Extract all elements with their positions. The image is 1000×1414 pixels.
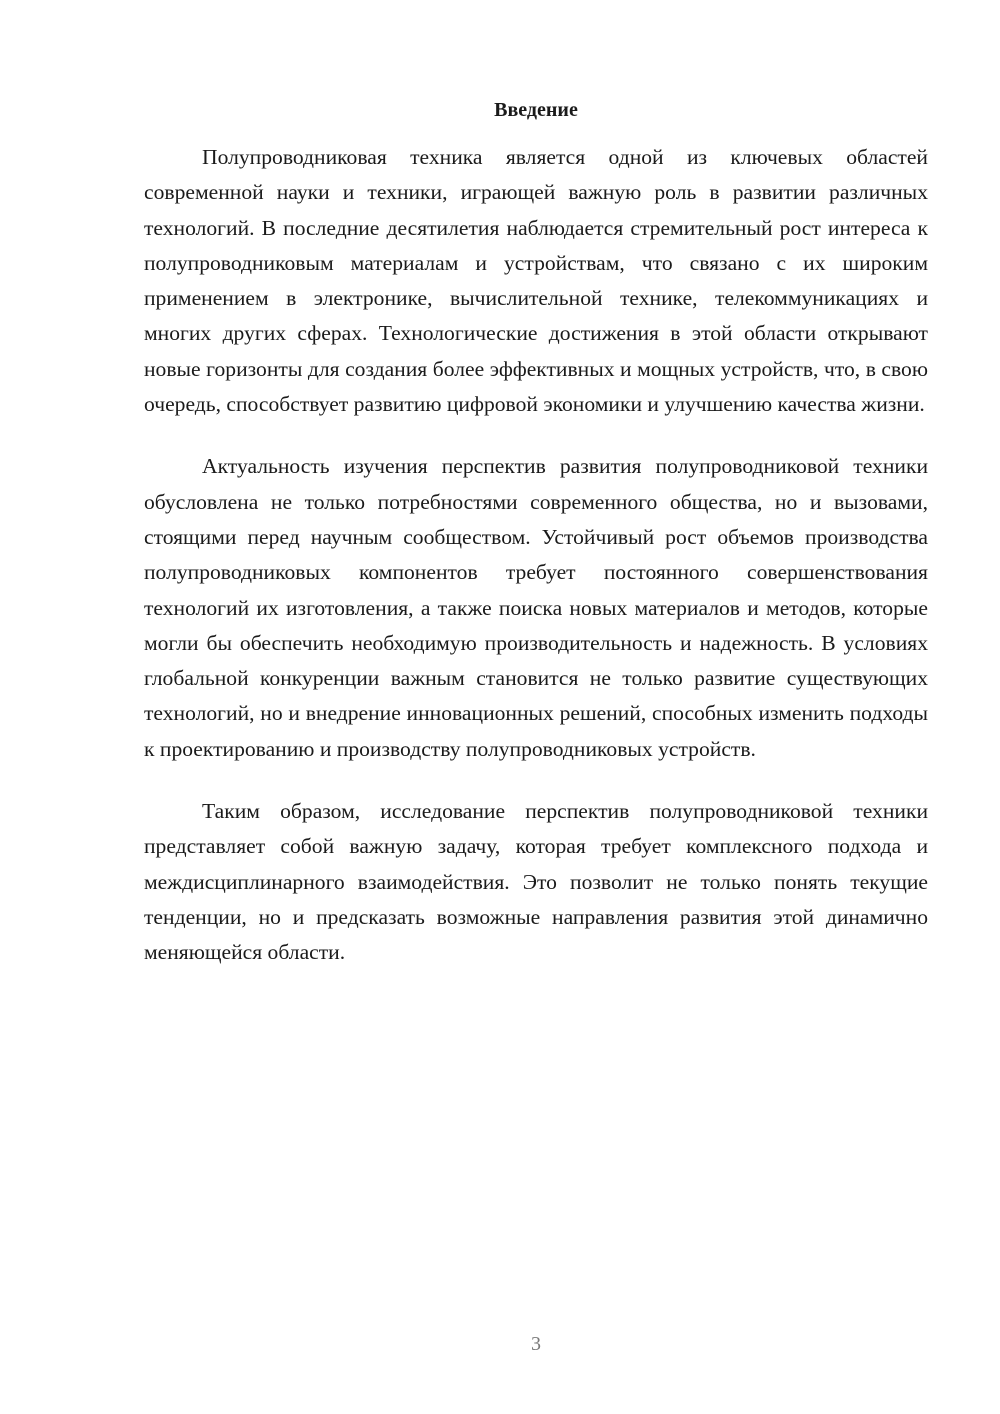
page-number: 3 (531, 1333, 541, 1355)
page-content (144, 94, 928, 971)
paragraph-2: Актуальность изучения перспектив развития полупроводниковой техники обусловлена не только потребностями современного общества, но и вызовами, стоящими перед научным сообществом. Устойчивый рост объемов производства полупроводниковых компонентов требует постоянного совершенствования технологий их изготовления, а также поиска новых материалов и методов, которые могли бы обеспечить необходимую производительность и надежность. В условиях глобальной конкуренции важным становится не только развитие существующих технологий, но и внедрение инновационных решений, способных изменить подходы к проектированию и производству полупроводниковых устройств. (144, 454, 928, 761)
paragraph-3: Таким образом, исследование перспектив полупроводниковой техники представляет собой важную задачу, которая требует комплексного подхода и междисциплинарного взаимодействия. Это позволит не только понять текущие тенденции, но и предсказать возможные направления развития этой динамично меняющейся области. (144, 799, 928, 965)
section-title: Введение (494, 99, 578, 121)
paragraph-1: Полупроводниковая техника является одной из ключевых областей современной науки и техники, играющей важную роль в развитии различных технологий. В последние десятилетия наблюдается стремительный рост интереса к полупроводниковым материалам и устройствам, что связано с их широким применением в электронике, вычислительной технике, телекоммуникациях и многих других сферах. Технологические достижения в этой области открывают новые горизонты для создания более эффективных и мощных устройств, что, в свою очередь, способствует развитию цифровой экономики и улучшению качества жизни. (144, 145, 928, 417)
